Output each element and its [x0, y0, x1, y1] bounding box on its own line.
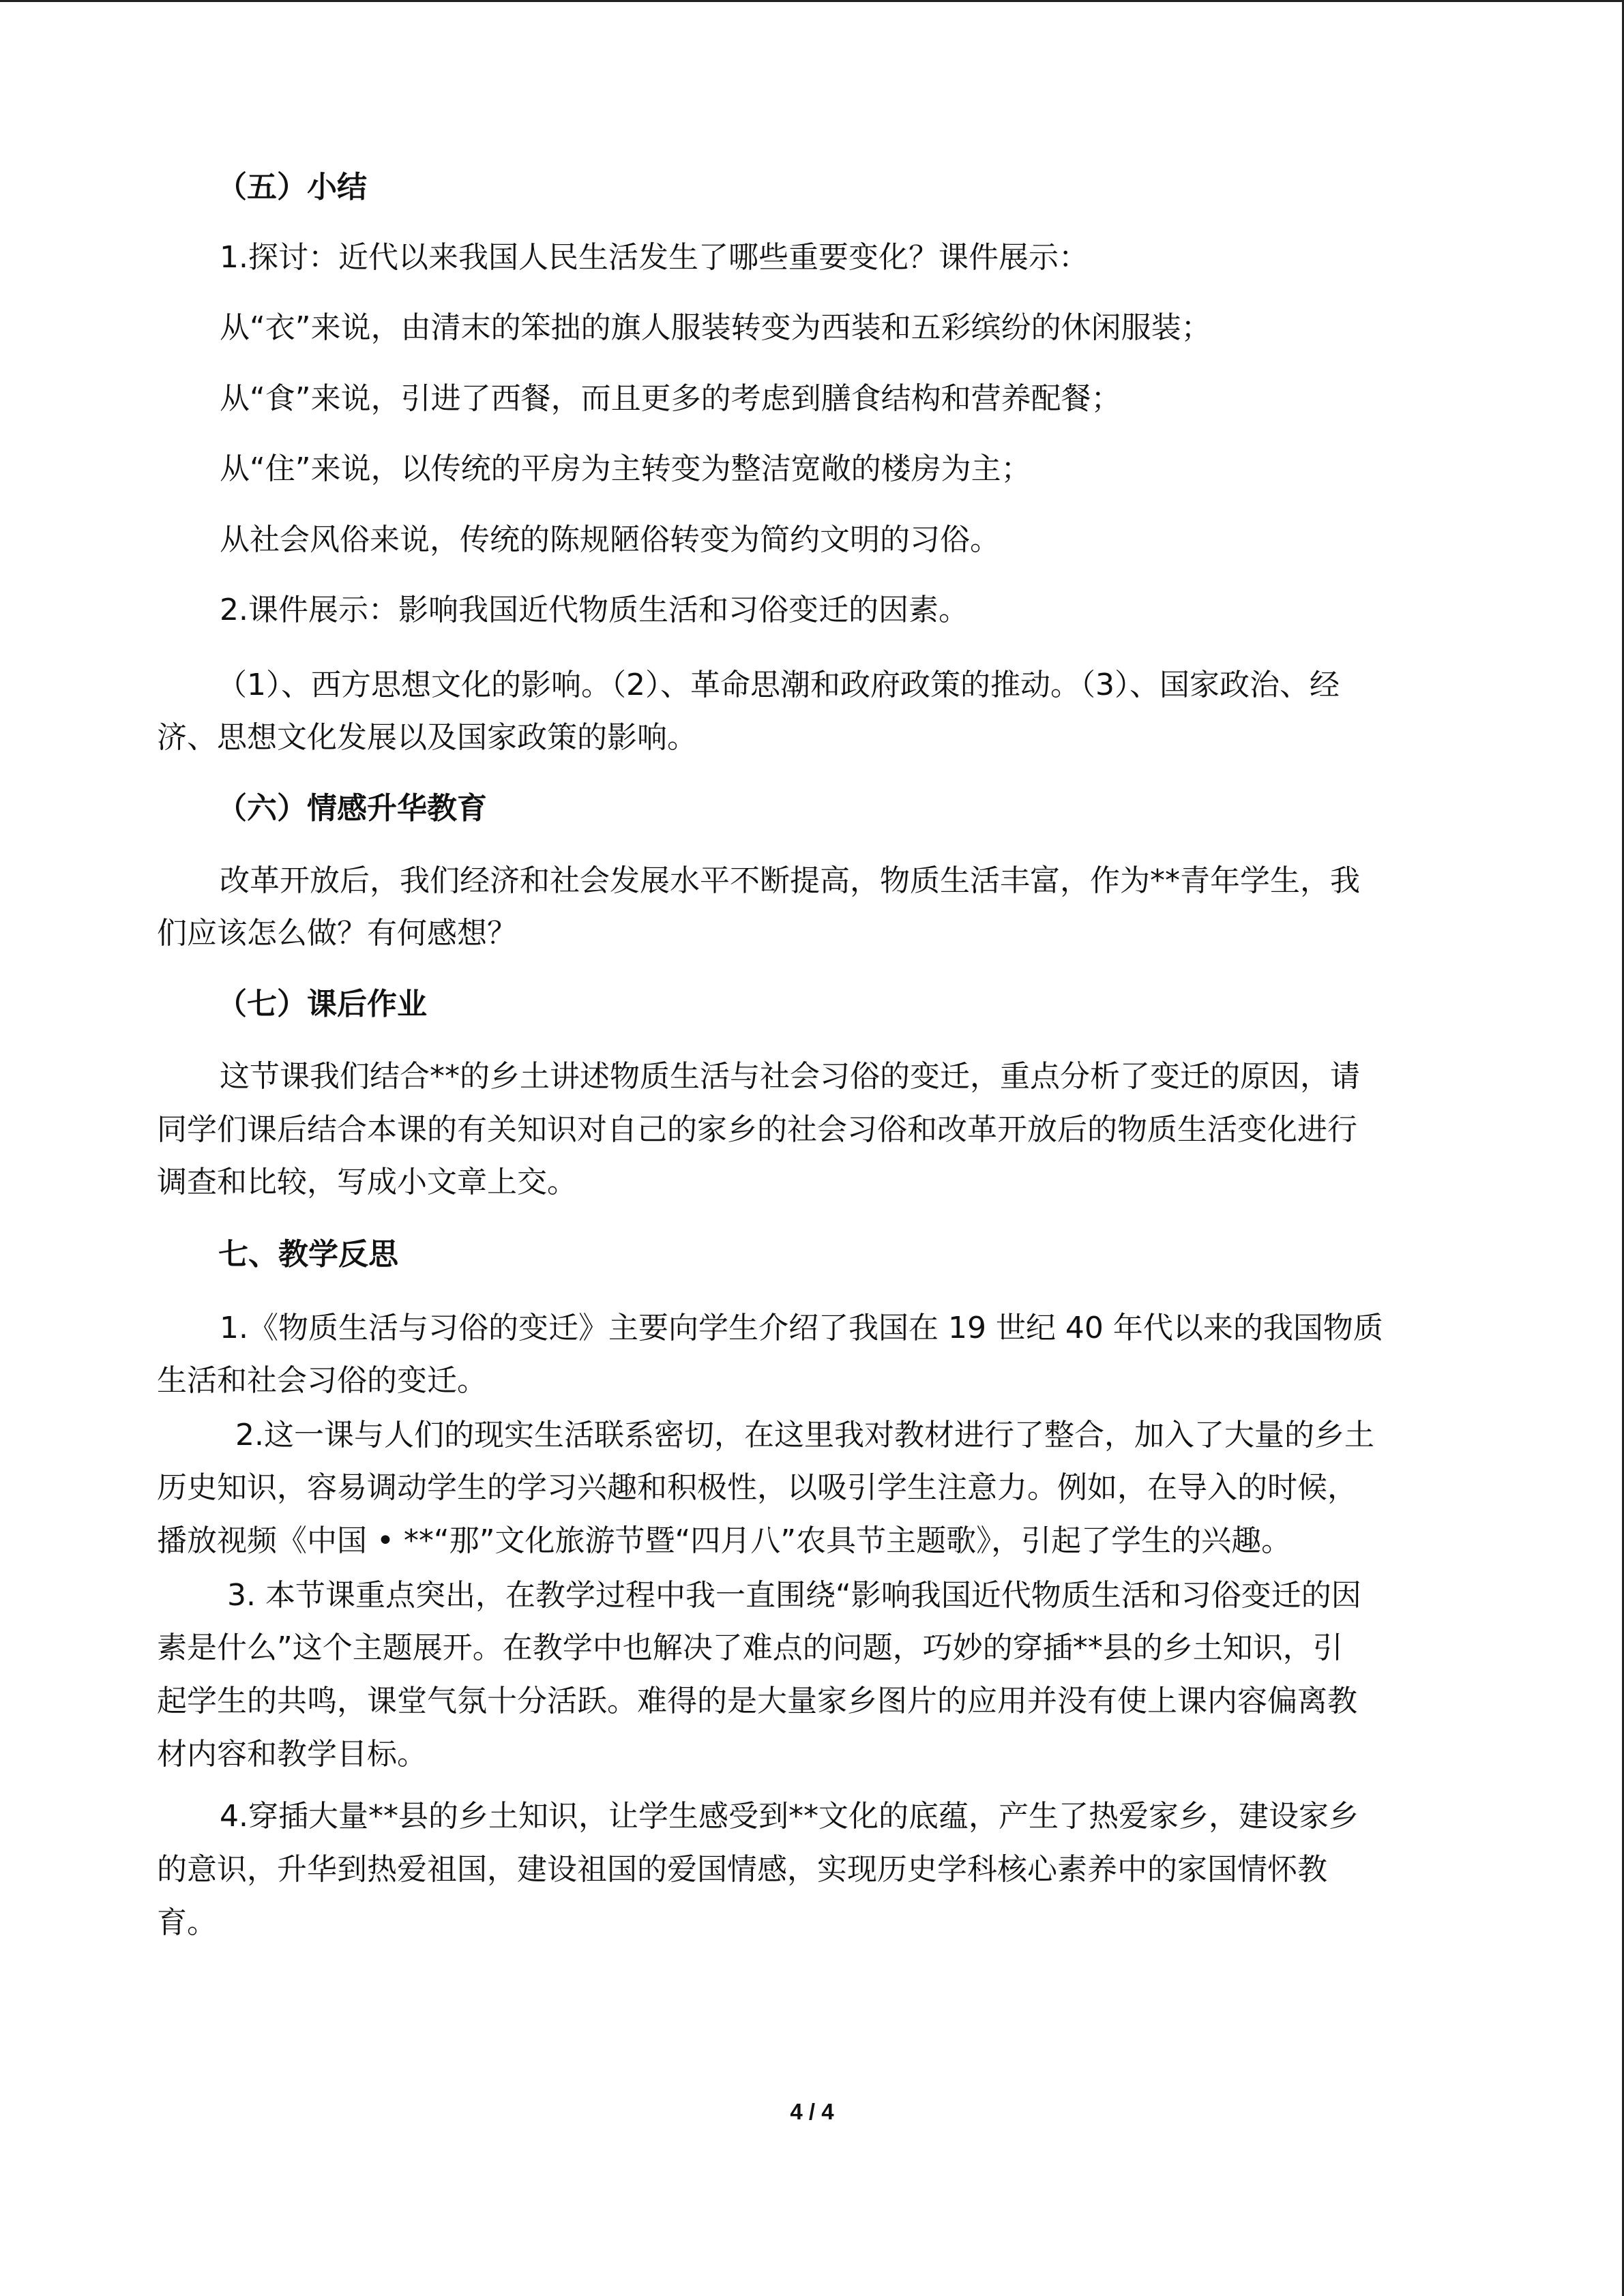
- page-number: 4 / 4: [790, 2099, 834, 2124]
- paragraph-line: 1.探讨：近代以来我国人民生活发生了哪些重要变化？课件展示：: [220, 240, 1089, 275]
- paragraph-line: （1）、西方思想文化的影响。（2）、革命思潮和政府政策的推动。（3）、国家政治、经: [217, 668, 1340, 702]
- paragraph-line: 历史知识，容易调动学生的学习兴趣和积极性，以吸引学生注意力。例如，在导入的时候，: [157, 1470, 1357, 1505]
- paragraph-line: 2.这一课与人们的现实生活联系密切，在这里我对教材进行了整合，加入了大量的乡土: [235, 1418, 1374, 1452]
- paragraph-line: 3. 本节课重点突出，在教学过程中我一直围绕“影响我国近代物质生活和习俗变迁的因: [227, 1578, 1361, 1613]
- paragraph-line: 这节课我们结合**的乡土讲述物质生活与社会习俗的变迁，重点分析了变迁的原因，请: [220, 1059, 1360, 1094]
- paragraph-line: 播放视频《中国 • **“那”文化旅游节暨“四月八”农具节主题歌》，引起了学生的兴趣。: [157, 1523, 1292, 1558]
- paragraph-line: 2.课件展示：影响我国近代物质生活和习俗变迁的因素。: [220, 593, 969, 627]
- paragraph-line: 4.穿插大量**县的乡土知识，让学生感受到**文化的底蕴，产生了热爱家乡，建设家乡: [220, 1799, 1359, 1834]
- paragraph-line: 1.《物质生活与习俗的变迁》主要向学生介绍了我国在 19 世纪 40 年代以来的我国物质: [220, 1311, 1383, 1345]
- section-heading-emotion: （六）情感升华教育: [217, 791, 487, 826]
- paragraph-line: 的意识，升华到热爱祖国，建设祖国的爱国情感，实现历史学科核心素养中的家国情怀教: [157, 1852, 1327, 1887]
- paragraph-line: 育。: [157, 1905, 217, 1940]
- paragraph-line: 素是什么”这个主题展开。在教学中也解决了难点的问题，巧妙的穿插**县的乡土知识，引: [157, 1630, 1343, 1665]
- paragraph-line: 改革开放后，我们经济和社会发展水平不断提高，物质生活丰富，作为**青年学生，我: [220, 863, 1360, 898]
- paragraph-line: 从“食”来说，引进了西餐，而且更多的考虑到膳食结构和营养配餐；: [220, 381, 1121, 416]
- section-heading-summary: （五）小结: [217, 170, 367, 205]
- paragraph-line: 们应该怎么做？有何感想？: [157, 916, 517, 951]
- top-border: [0, 0, 1624, 2]
- paragraph-line: 生活和社会习俗的变迁。: [157, 1363, 487, 1398]
- section-heading-homework: （七）课后作业: [217, 987, 427, 1022]
- paragraph-line: 从“住”来说，以传统的平房为主转变为整洁宽敞的楼房为主；: [220, 451, 1031, 486]
- paragraph-line: 调查和比较，写成小文章上交。: [157, 1165, 577, 1199]
- paragraph-line: 同学们课后结合本课的有关知识对自己的家乡的社会习俗和改革开放后的物质生活变化进行: [157, 1112, 1357, 1147]
- paragraph-line: 从社会风俗来说，传统的陈规陋俗转变为简约文明的习俗。: [220, 522, 1000, 557]
- paragraph-line: 济、思想文化发展以及国家政策的影响。: [157, 720, 697, 755]
- section-heading-reflection: 七、教学反思: [218, 1237, 398, 1272]
- paragraph-line: 从“衣”来说，由清末的笨拙的旗人服装转变为西装和五彩缤纷的休闲服装；: [220, 310, 1211, 345]
- paragraph-line: 材内容和教学目标。: [157, 1737, 427, 1772]
- paragraph-line: 起学生的共鸣，课堂气氛十分活跃。难得的是大量家乡图片的应用并没有使上课内容偏离教: [157, 1684, 1357, 1718]
